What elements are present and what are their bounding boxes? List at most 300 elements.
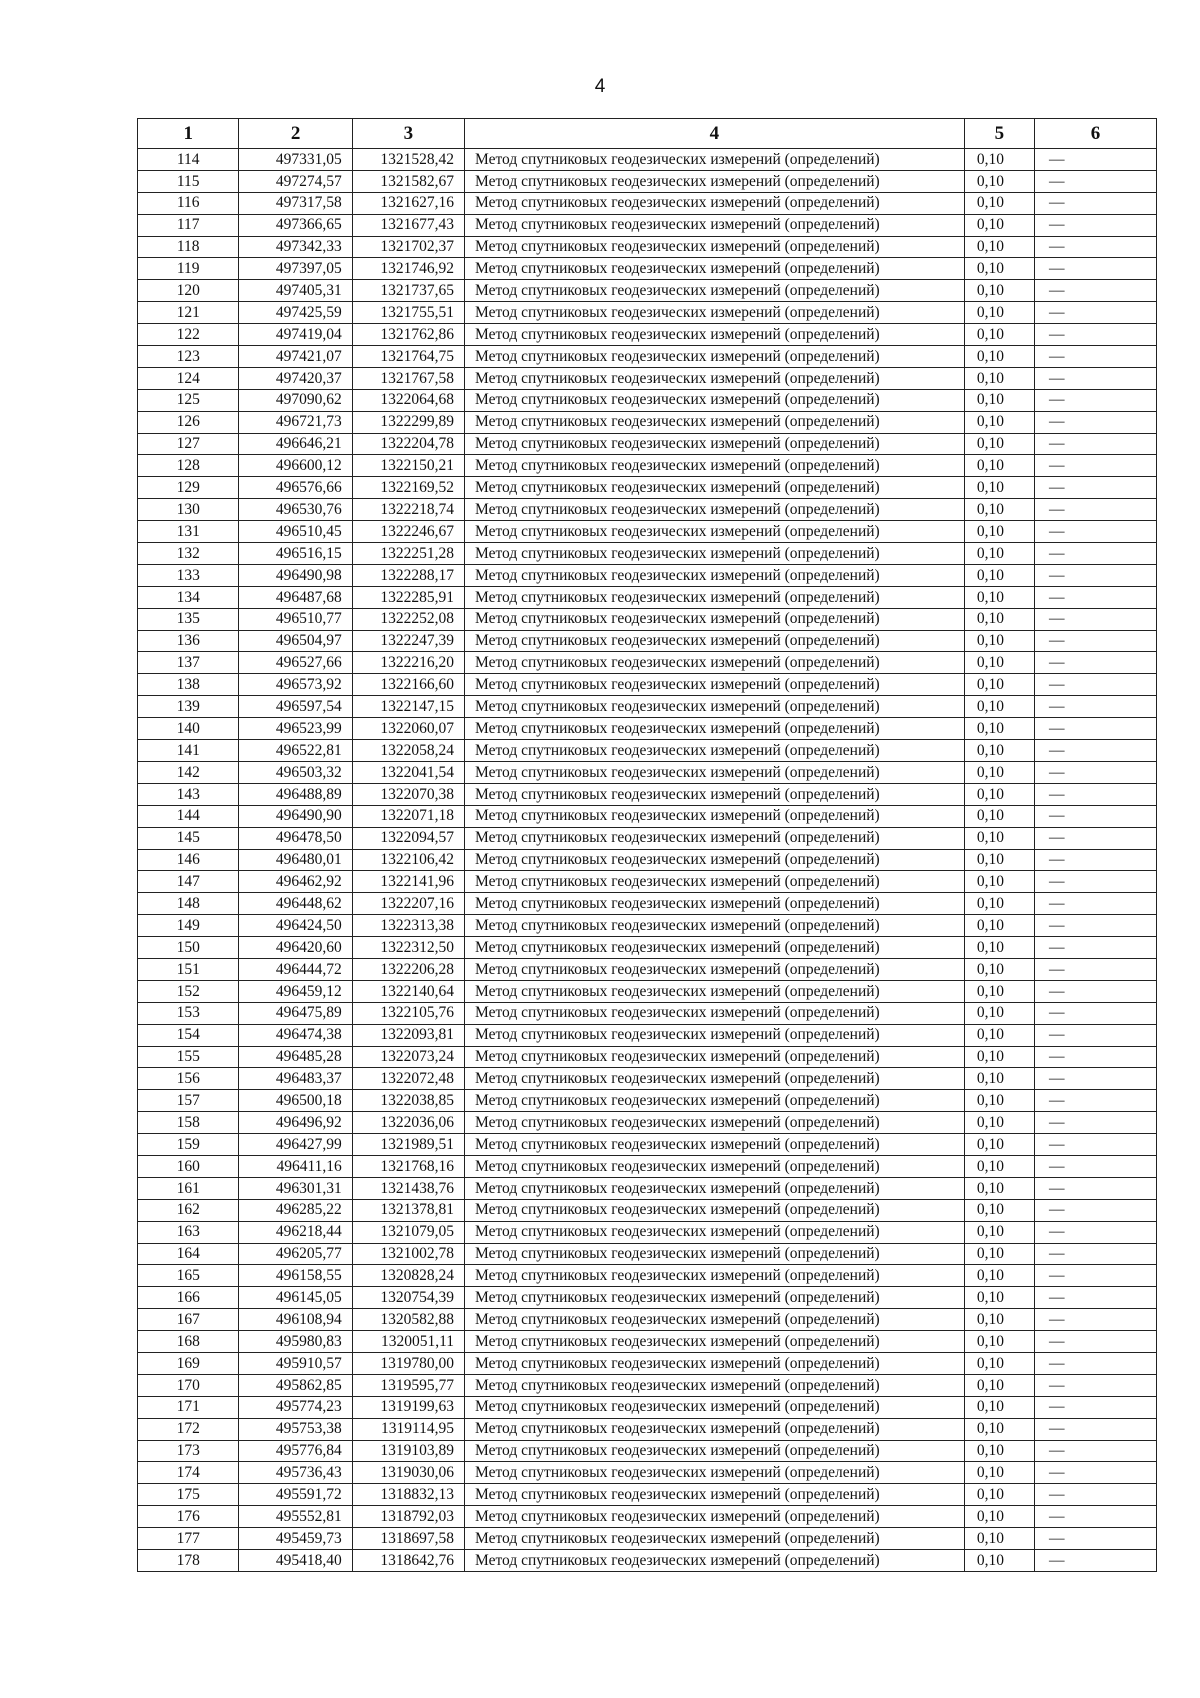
method-cell: Метод спутниковых геодезических измерений (определений) <box>465 1309 965 1331</box>
y-coordinate-cell: 1322206,28 <box>352 958 464 980</box>
header-cell-6: 6 <box>1034 119 1156 149</box>
table-header <box>138 119 1157 149</box>
method-cell: Метод спутниковых геодезических измерений (определений) <box>465 1221 965 1243</box>
note-cell: — <box>1034 1440 1156 1462</box>
note-cell: — <box>1034 783 1156 805</box>
note-cell: — <box>1034 805 1156 827</box>
y-coordinate-cell: 1319030,06 <box>352 1462 464 1484</box>
table-row <box>138 1221 1157 1243</box>
x-coordinate-cell: 497366,65 <box>239 214 352 236</box>
note-cell: — <box>1034 1309 1156 1331</box>
point-number-cell: 122 <box>138 324 239 346</box>
x-coordinate-cell: 496205,77 <box>239 1243 352 1265</box>
method-cell: Метод спутниковых геодезических измерений (определений) <box>465 564 965 586</box>
x-coordinate-cell: 496510,45 <box>239 521 352 543</box>
note-cell: — <box>1034 1243 1156 1265</box>
accuracy-cell: 0,10 <box>964 893 1034 915</box>
method-cell: Метод спутниковых геодезических измерений (определений) <box>465 389 965 411</box>
x-coordinate-cell: 496721,73 <box>239 411 352 433</box>
method-cell: Метод спутниковых геодезических измерений (определений) <box>465 1046 965 1068</box>
method-cell: Метод спутниковых геодезических измерений (определений) <box>465 499 965 521</box>
note-cell: — <box>1034 170 1156 192</box>
note-cell: — <box>1034 1024 1156 1046</box>
method-cell: Метод спутниковых геодезических измерений (определений) <box>465 1199 965 1221</box>
accuracy-cell: 0,10 <box>964 718 1034 740</box>
y-coordinate-cell: 1320582,88 <box>352 1309 464 1331</box>
method-cell: Метод спутниковых геодезических измерений (определений) <box>465 827 965 849</box>
x-coordinate-cell: 496490,98 <box>239 564 352 586</box>
note-cell: — <box>1034 258 1156 280</box>
x-coordinate-cell: 496504,97 <box>239 630 352 652</box>
method-cell: Метод спутниковых геодезических измерений (определений) <box>465 980 965 1002</box>
table-row <box>138 1528 1157 1550</box>
note-cell: — <box>1034 543 1156 565</box>
note-cell: — <box>1034 696 1156 718</box>
table-row <box>138 1352 1157 1374</box>
y-coordinate-cell: 1322247,39 <box>352 630 464 652</box>
note-cell: — <box>1034 499 1156 521</box>
y-coordinate-cell: 1319114,95 <box>352 1418 464 1440</box>
method-cell: Метод спутниковых геодезических измерений (определений) <box>465 433 965 455</box>
method-cell: Метод спутниковых геодезических измерений (определений) <box>465 1177 965 1199</box>
y-coordinate-cell: 1318642,76 <box>352 1550 464 1572</box>
table-row <box>138 1506 1157 1528</box>
page-number: 4 <box>594 76 606 97</box>
accuracy-cell: 0,10 <box>964 1090 1034 1112</box>
table-row <box>138 367 1157 389</box>
y-coordinate-cell: 1322105,76 <box>352 1002 464 1024</box>
accuracy-cell: 0,10 <box>964 630 1034 652</box>
x-coordinate-cell: 496490,90 <box>239 805 352 827</box>
x-coordinate-cell: 496576,66 <box>239 477 352 499</box>
accuracy-cell: 0,10 <box>964 455 1034 477</box>
method-cell: Метод спутниковых геодезических измерений (определений) <box>465 1418 965 1440</box>
table-row <box>138 192 1157 214</box>
accuracy-cell: 0,10 <box>964 280 1034 302</box>
table-row <box>138 346 1157 368</box>
note-cell: — <box>1034 1090 1156 1112</box>
x-coordinate-cell: 496480,01 <box>239 849 352 871</box>
method-cell: Метод спутниковых геодезических измерений (определений) <box>465 696 965 718</box>
note-cell: — <box>1034 433 1156 455</box>
x-coordinate-cell: 497419,04 <box>239 324 352 346</box>
note-cell: — <box>1034 236 1156 258</box>
x-coordinate-cell: 497317,58 <box>239 192 352 214</box>
accuracy-cell: 0,10 <box>964 1024 1034 1046</box>
point-number-cell: 127 <box>138 433 239 455</box>
y-coordinate-cell: 1322060,07 <box>352 718 464 740</box>
x-coordinate-cell: 496573,92 <box>239 674 352 696</box>
method-cell: Метод спутниковых геодезических измерений (определений) <box>465 1528 965 1550</box>
y-coordinate-cell: 1322141,96 <box>352 871 464 893</box>
table-row <box>138 1199 1157 1221</box>
point-number-cell: 170 <box>138 1374 239 1396</box>
accuracy-cell: 0,10 <box>964 1550 1034 1572</box>
point-number-cell: 177 <box>138 1528 239 1550</box>
accuracy-cell: 0,10 <box>964 1046 1034 1068</box>
accuracy-cell: 0,10 <box>964 740 1034 762</box>
accuracy-cell: 0,10 <box>964 214 1034 236</box>
y-coordinate-cell: 1322299,89 <box>352 411 464 433</box>
y-coordinate-cell: 1321746,92 <box>352 258 464 280</box>
point-number-cell: 154 <box>138 1024 239 1046</box>
y-coordinate-cell: 1318832,13 <box>352 1484 464 1506</box>
x-coordinate-cell: 495862,85 <box>239 1374 352 1396</box>
accuracy-cell: 0,10 <box>964 1506 1034 1528</box>
x-coordinate-cell: 496530,76 <box>239 499 352 521</box>
method-cell: Метод спутниковых геодезических измерений (определений) <box>465 740 965 762</box>
table-row <box>138 1309 1157 1331</box>
y-coordinate-cell: 1321737,65 <box>352 280 464 302</box>
y-coordinate-cell: 1322216,20 <box>352 652 464 674</box>
table-row <box>138 1024 1157 1046</box>
table-row <box>138 258 1157 280</box>
accuracy-cell: 0,10 <box>964 1352 1034 1374</box>
accuracy-cell: 0,10 <box>964 608 1034 630</box>
method-cell: Метод спутниковых геодезических измерений (определений) <box>465 1550 965 1572</box>
x-coordinate-cell: 496285,22 <box>239 1199 352 1221</box>
point-number-cell: 145 <box>138 827 239 849</box>
table-body <box>138 149 1157 1572</box>
y-coordinate-cell: 1318697,58 <box>352 1528 464 1550</box>
x-coordinate-cell: 495910,57 <box>239 1352 352 1374</box>
table-row <box>138 1243 1157 1265</box>
table-row <box>138 871 1157 893</box>
note-cell: — <box>1034 827 1156 849</box>
method-cell: Метод спутниковых геодезических измерений (определений) <box>465 1155 965 1177</box>
method-cell: Метод спутниковых геодезических измерений (определений) <box>465 214 965 236</box>
accuracy-cell: 0,10 <box>964 1440 1034 1462</box>
note-cell: — <box>1034 652 1156 674</box>
y-coordinate-cell: 1322218,74 <box>352 499 464 521</box>
y-coordinate-cell: 1321438,76 <box>352 1177 464 1199</box>
table-row <box>138 236 1157 258</box>
method-cell: Метод спутниковых геодезических измерений (определений) <box>465 1374 965 1396</box>
y-coordinate-cell: 1322041,54 <box>352 761 464 783</box>
table-row <box>138 805 1157 827</box>
accuracy-cell: 0,10 <box>964 1287 1034 1309</box>
point-number-cell: 119 <box>138 258 239 280</box>
table-row <box>138 608 1157 630</box>
x-coordinate-cell: 496424,50 <box>239 915 352 937</box>
point-number-cell: 141 <box>138 740 239 762</box>
table-row <box>138 1112 1157 1134</box>
table-row <box>138 980 1157 1002</box>
x-coordinate-cell: 497342,33 <box>239 236 352 258</box>
accuracy-cell: 0,10 <box>964 980 1034 1002</box>
table-row <box>138 827 1157 849</box>
x-coordinate-cell: 496474,38 <box>239 1024 352 1046</box>
x-coordinate-cell: 496600,12 <box>239 455 352 477</box>
table-row <box>138 543 1157 565</box>
table-row <box>138 1002 1157 1024</box>
y-coordinate-cell: 1321627,16 <box>352 192 464 214</box>
y-coordinate-cell: 1322058,24 <box>352 740 464 762</box>
table-row <box>138 1090 1157 1112</box>
point-number-cell: 121 <box>138 302 239 324</box>
note-cell: — <box>1034 455 1156 477</box>
point-number-cell: 172 <box>138 1418 239 1440</box>
table-row <box>138 433 1157 455</box>
y-coordinate-cell: 1322312,50 <box>352 937 464 959</box>
point-number-cell: 140 <box>138 718 239 740</box>
y-coordinate-cell: 1322036,06 <box>352 1112 464 1134</box>
note-cell: — <box>1034 280 1156 302</box>
table-row <box>138 740 1157 762</box>
y-coordinate-cell: 1320754,39 <box>352 1287 464 1309</box>
point-number-cell: 129 <box>138 477 239 499</box>
y-coordinate-cell: 1322093,81 <box>352 1024 464 1046</box>
method-cell: Метод спутниковых геодезических измерений (определений) <box>465 871 965 893</box>
point-number-cell: 133 <box>138 564 239 586</box>
y-coordinate-cell: 1321079,05 <box>352 1221 464 1243</box>
note-cell: — <box>1034 389 1156 411</box>
note-cell: — <box>1034 608 1156 630</box>
point-number-cell: 171 <box>138 1396 239 1418</box>
accuracy-cell: 0,10 <box>964 367 1034 389</box>
note-cell: — <box>1034 849 1156 871</box>
table-row <box>138 1046 1157 1068</box>
x-coordinate-cell: 496427,99 <box>239 1134 352 1156</box>
y-coordinate-cell: 1319103,89 <box>352 1440 464 1462</box>
point-number-cell: 120 <box>138 280 239 302</box>
x-coordinate-cell: 496475,89 <box>239 1002 352 1024</box>
method-cell: Метод спутниковых геодезических измерений (определений) <box>465 608 965 630</box>
x-coordinate-cell: 495459,73 <box>239 1528 352 1550</box>
accuracy-cell: 0,10 <box>964 915 1034 937</box>
accuracy-cell: 0,10 <box>964 258 1034 280</box>
x-coordinate-cell: 496478,50 <box>239 827 352 849</box>
note-cell: — <box>1034 718 1156 740</box>
point-number-cell: 116 <box>138 192 239 214</box>
header-cell-1: 1 <box>138 119 239 149</box>
y-coordinate-cell: 1322166,60 <box>352 674 464 696</box>
table-row <box>138 849 1157 871</box>
note-cell: — <box>1034 1550 1156 1572</box>
method-cell: Метод спутниковых геодезических измерений (определений) <box>465 1396 965 1418</box>
note-cell: — <box>1034 1528 1156 1550</box>
note-cell: — <box>1034 1265 1156 1287</box>
method-cell: Метод спутниковых геодезических измерений (определений) <box>465 1068 965 1090</box>
table-row <box>138 586 1157 608</box>
accuracy-cell: 0,10 <box>964 1265 1034 1287</box>
point-number-cell: 151 <box>138 958 239 980</box>
table-row <box>138 324 1157 346</box>
x-coordinate-cell: 496522,81 <box>239 740 352 762</box>
x-coordinate-cell: 497420,37 <box>239 367 352 389</box>
table-row <box>138 652 1157 674</box>
y-coordinate-cell: 1321528,42 <box>352 149 464 171</box>
note-cell: — <box>1034 192 1156 214</box>
point-number-cell: 135 <box>138 608 239 630</box>
point-number-cell: 114 <box>138 149 239 171</box>
method-cell: Метод спутниковых геодезических измерений (определений) <box>465 586 965 608</box>
x-coordinate-cell: 496488,89 <box>239 783 352 805</box>
x-coordinate-cell: 496597,54 <box>239 696 352 718</box>
method-cell: Метод спутниковых геодезических измерений (определений) <box>465 761 965 783</box>
accuracy-cell: 0,10 <box>964 1002 1034 1024</box>
point-number-cell: 162 <box>138 1199 239 1221</box>
method-cell: Метод спутниковых геодезических измерений (определений) <box>465 346 965 368</box>
y-coordinate-cell: 1320051,11 <box>352 1331 464 1353</box>
y-coordinate-cell: 1322251,28 <box>352 543 464 565</box>
point-number-cell: 178 <box>138 1550 239 1572</box>
method-cell: Метод спутниковых геодезических измерений (определений) <box>465 805 965 827</box>
point-number-cell: 134 <box>138 586 239 608</box>
y-coordinate-cell: 1322140,64 <box>352 980 464 1002</box>
method-cell: Метод спутниковых геодезических измерений (определений) <box>465 937 965 959</box>
point-number-cell: 143 <box>138 783 239 805</box>
accuracy-cell: 0,10 <box>964 433 1034 455</box>
point-number-cell: 149 <box>138 915 239 937</box>
note-cell: — <box>1034 586 1156 608</box>
accuracy-cell: 0,10 <box>964 1155 1034 1177</box>
point-number-cell: 142 <box>138 761 239 783</box>
accuracy-cell: 0,10 <box>964 521 1034 543</box>
table-row <box>138 1550 1157 1572</box>
y-coordinate-cell: 1322246,67 <box>352 521 464 543</box>
x-coordinate-cell: 497405,31 <box>239 280 352 302</box>
method-cell: Метод спутниковых геодезических измерений (определений) <box>465 915 965 937</box>
table-row <box>138 477 1157 499</box>
y-coordinate-cell: 1321378,81 <box>352 1199 464 1221</box>
note-cell: — <box>1034 1199 1156 1221</box>
y-coordinate-cell: 1321002,78 <box>352 1243 464 1265</box>
y-coordinate-cell: 1322064,68 <box>352 389 464 411</box>
accuracy-cell: 0,10 <box>964 1484 1034 1506</box>
x-coordinate-cell: 496516,15 <box>239 543 352 565</box>
y-coordinate-cell: 1321582,67 <box>352 170 464 192</box>
table-row <box>138 170 1157 192</box>
accuracy-cell: 0,10 <box>964 1374 1034 1396</box>
x-coordinate-cell: 495591,72 <box>239 1484 352 1506</box>
y-coordinate-cell: 1322169,52 <box>352 477 464 499</box>
accuracy-cell: 0,10 <box>964 674 1034 696</box>
table-row <box>138 1374 1157 1396</box>
table-row <box>138 1331 1157 1353</box>
x-coordinate-cell: 496646,21 <box>239 433 352 455</box>
x-coordinate-cell: 496218,44 <box>239 1221 352 1243</box>
accuracy-cell: 0,10 <box>964 236 1034 258</box>
table-row <box>138 696 1157 718</box>
x-coordinate-cell: 496500,18 <box>239 1090 352 1112</box>
point-number-cell: 132 <box>138 543 239 565</box>
note-cell: — <box>1034 630 1156 652</box>
table-row <box>138 674 1157 696</box>
accuracy-cell: 0,10 <box>964 1112 1034 1134</box>
note-cell: — <box>1034 1155 1156 1177</box>
y-coordinate-cell: 1322073,24 <box>352 1046 464 1068</box>
point-number-cell: 115 <box>138 170 239 192</box>
note-cell: — <box>1034 367 1156 389</box>
table-row <box>138 214 1157 236</box>
method-cell: Метод спутниковых геодезических измерений (определений) <box>465 1352 965 1374</box>
table-row <box>138 761 1157 783</box>
y-coordinate-cell: 1322313,38 <box>352 915 464 937</box>
accuracy-cell: 0,10 <box>964 192 1034 214</box>
note-cell: — <box>1034 1134 1156 1156</box>
note-cell: — <box>1034 302 1156 324</box>
y-coordinate-cell: 1322070,38 <box>352 783 464 805</box>
method-cell: Метод спутниковых геодезических измерений (определений) <box>465 1134 965 1156</box>
method-cell: Метод спутниковых геодезических измерений (определений) <box>465 192 965 214</box>
table-row <box>138 411 1157 433</box>
y-coordinate-cell: 1322288,17 <box>352 564 464 586</box>
accuracy-cell: 0,10 <box>964 411 1034 433</box>
point-number-cell: 161 <box>138 1177 239 1199</box>
method-cell: Метод спутниковых геодезических измерений (определений) <box>465 1112 965 1134</box>
method-cell: Метод спутниковых геодезических измерений (определений) <box>465 958 965 980</box>
accuracy-cell: 0,10 <box>964 1177 1034 1199</box>
note-cell: — <box>1034 958 1156 980</box>
y-coordinate-cell: 1322285,91 <box>352 586 464 608</box>
accuracy-cell: 0,10 <box>964 1396 1034 1418</box>
table-row <box>138 280 1157 302</box>
x-coordinate-cell: 496145,05 <box>239 1287 352 1309</box>
point-number-cell: 138 <box>138 674 239 696</box>
table-row <box>138 915 1157 937</box>
point-number-cell: 124 <box>138 367 239 389</box>
y-coordinate-cell: 1320828,24 <box>352 1265 464 1287</box>
method-cell: Метод спутниковых геодезических измерений (определений) <box>465 783 965 805</box>
table-row <box>138 564 1157 586</box>
table-row <box>138 1287 1157 1309</box>
x-coordinate-cell: 496108,94 <box>239 1309 352 1331</box>
table-row <box>138 1134 1157 1156</box>
point-number-cell: 169 <box>138 1352 239 1374</box>
note-cell: — <box>1034 871 1156 893</box>
y-coordinate-cell: 1322207,16 <box>352 893 464 915</box>
method-cell: Метод спутниковых геодезических измерений (определений) <box>465 1484 965 1506</box>
note-cell: — <box>1034 1418 1156 1440</box>
method-cell: Метод спутниковых геодезических измерений (определений) <box>465 1462 965 1484</box>
note-cell: — <box>1034 1287 1156 1309</box>
x-coordinate-cell: 495552,81 <box>239 1506 352 1528</box>
note-cell: — <box>1034 915 1156 937</box>
table-row <box>138 499 1157 521</box>
coordinates-table <box>137 118 1157 1572</box>
accuracy-cell: 0,10 <box>964 761 1034 783</box>
point-number-cell: 144 <box>138 805 239 827</box>
accuracy-cell: 0,10 <box>964 1134 1034 1156</box>
note-cell: — <box>1034 1046 1156 1068</box>
point-number-cell: 146 <box>138 849 239 871</box>
method-cell: Метод спутниковых геодезических измерений (определений) <box>465 1090 965 1112</box>
table-row <box>138 1440 1157 1462</box>
point-number-cell: 175 <box>138 1484 239 1506</box>
x-coordinate-cell: 495418,40 <box>239 1550 352 1572</box>
table-row <box>138 630 1157 652</box>
x-coordinate-cell: 497397,05 <box>239 258 352 280</box>
accuracy-cell: 0,10 <box>964 1418 1034 1440</box>
accuracy-cell: 0,10 <box>964 389 1034 411</box>
x-coordinate-cell: 495774,23 <box>239 1396 352 1418</box>
note-cell: — <box>1034 1177 1156 1199</box>
table-row <box>138 521 1157 543</box>
point-number-cell: 156 <box>138 1068 239 1090</box>
note-cell: — <box>1034 477 1156 499</box>
accuracy-cell: 0,10 <box>964 499 1034 521</box>
accuracy-cell: 0,10 <box>964 1331 1034 1353</box>
y-coordinate-cell: 1321762,86 <box>352 324 464 346</box>
y-coordinate-cell: 1321755,51 <box>352 302 464 324</box>
note-cell: — <box>1034 1221 1156 1243</box>
accuracy-cell: 0,10 <box>964 477 1034 499</box>
accuracy-cell: 0,10 <box>964 564 1034 586</box>
point-number-cell: 139 <box>138 696 239 718</box>
x-coordinate-cell: 496496,92 <box>239 1112 352 1134</box>
point-number-cell: 176 <box>138 1506 239 1528</box>
